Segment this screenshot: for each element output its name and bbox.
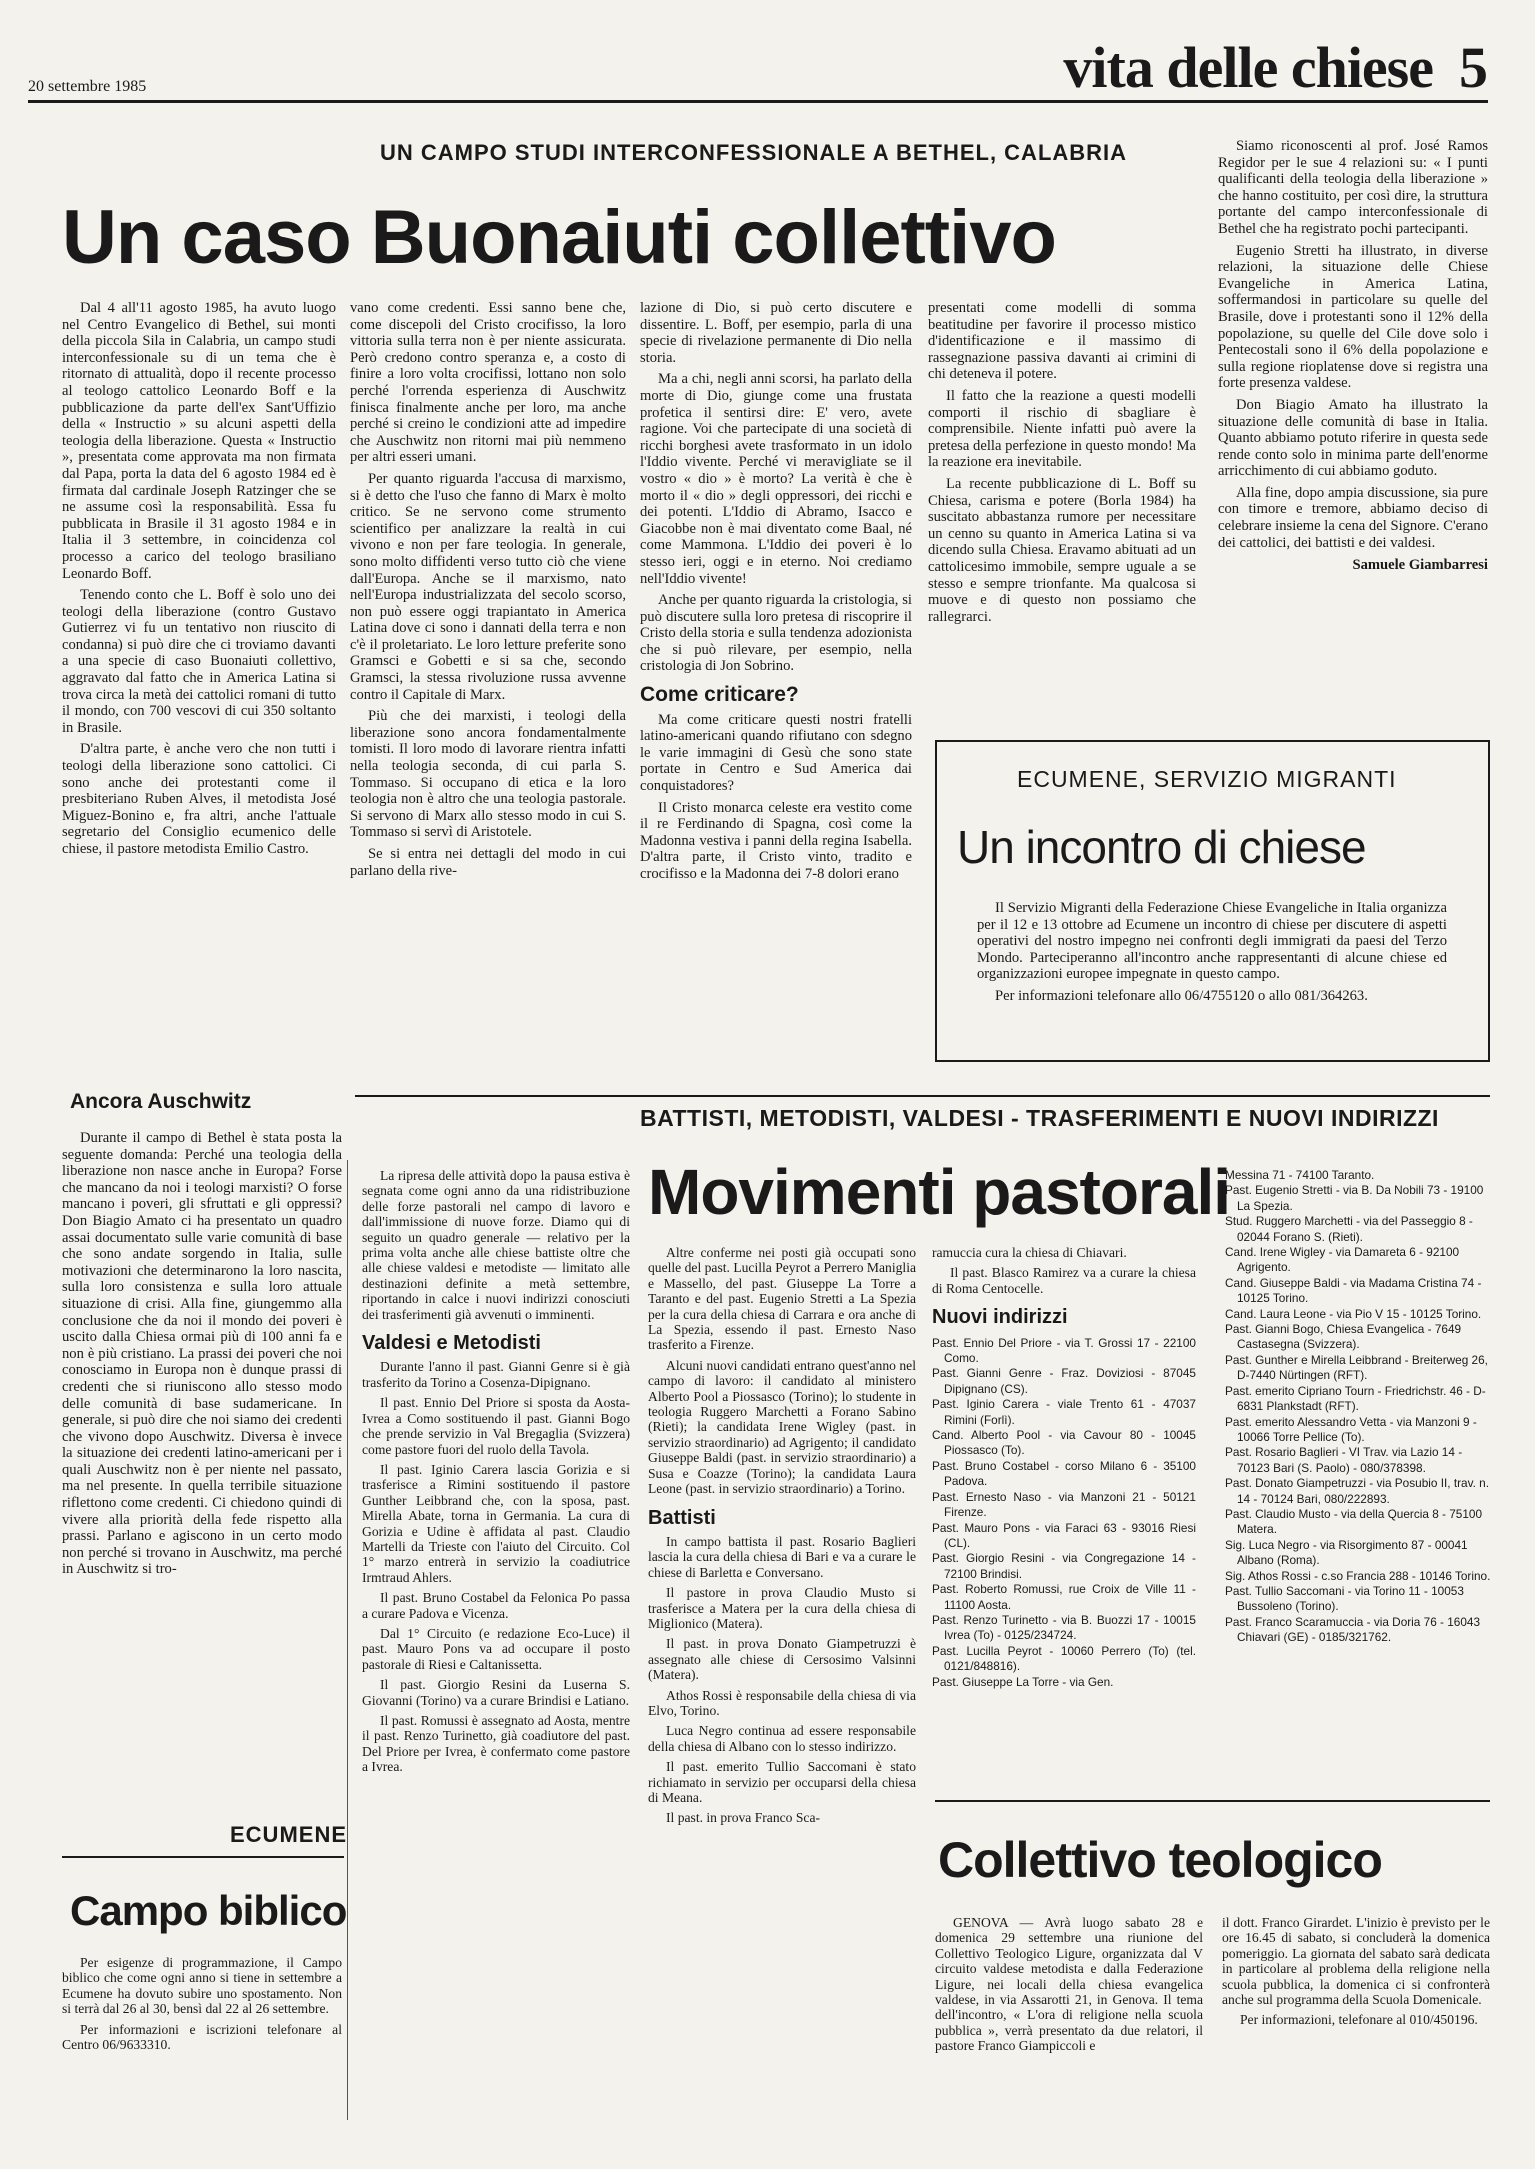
address-entry: Past. Tullio Saccomani - via Torino 11 - 10053 Bussoleno (Torino). (1225, 1583, 1464, 1614)
paragraph: GENOVA — Avrà luogo sabato 28 e domenica 29 settembre una riunione del Collettivo Teologico Ligure, organizzata dal V circuito valdese metodista e dalla Federazione Ligure, nei locali della chiesa evangelica valdese, in via Assarotti 21, in Genova. Il tema dell'incontro, « L'ora di religione nella scuola pubblica », verrà presentato da due relatori, il pastore Franco Giampiccoli e (935, 1915, 1203, 2054)
paragraph: Il past. Giorgio Resini da Luserna S. Giovanni (Torino) va a curare Brindisi e Latiano. (362, 1677, 630, 1708)
paragraph: D'altra parte, è anche vero che non tutti i teologi della liberazione sono cattolici. Ci sono anche dei protestanti come il presbiteriano Ruben Alves, il metodista José Miguez-Bonino e, fra altri, anche l'attuale segretario del Consiglio ecumenico delle chiese, il pastore metodista Emilio Castro. (62, 741, 336, 857)
address-entry: Past. Eugenio Stretti - via B. Da Nobili 73 - 19100 La Spezia. (1225, 1183, 1484, 1213)
ecumene-title: Campo biblico (70, 1887, 347, 1934)
paragraph: Per informazioni e iscrizioni telefonare al Centro 06/9633310. (62, 2021, 342, 2053)
paragraph: vano come credenti. Essi sanno bene che, come discepoli del Cristo crocifisso, la loro vittoria sulla terra non è per niente assicurata. Però credono contro speranza e, a costo di finire a loro volta crocifissi, lottano non solo perché l'orrenda esperienza di Auschwitz finisca finalmente anche per loro, ma anche perché si creino le condizioni atte ad impedire che Auschwitz non ritorni mai più nemmeno per altri esseri umani. (350, 300, 626, 466)
migranti-box (935, 740, 1490, 1062)
movimenti-col2 (648, 1245, 916, 1826)
address-entry: Past. Giorgio Resini - via Congregazione 14 - 72100 Brindisi. (932, 1551, 1196, 1581)
paragraph: Per informazioni, telefonare al 010/450196. (1240, 2012, 1478, 2028)
colletivo-col2 (1222, 1915, 1490, 2028)
address-entry: Past. emerito Alessandro Vetta - via Manzoni 9 - 10066 Torre Pellice (To). (1225, 1414, 1477, 1444)
column-divider (347, 1160, 348, 2120)
paragraph: Il past. in prova Donato Giampetruzzi è assegnato alle chiese di Cersosimo Valsinni (Matera). (648, 1636, 916, 1683)
header-rule (28, 100, 1488, 103)
address-entry: Messina 71 - 74100 Taranto. (1225, 1168, 1375, 1182)
address-list-1 (932, 1336, 1196, 1690)
address-entry: Past. Mauro Pons - via Faraci 63 - 93016 Riesi (CL). (932, 1520, 1196, 1550)
auschwitz-subhead: Ancora Auschwitz (70, 1090, 252, 1113)
colletivo-rule (935, 1800, 1490, 1802)
address-entry: Sig. Athos Rossi - c.so Francia 288 - 10146 Torino. (1225, 1568, 1491, 1583)
migranti-title: Un incontro di chiese (957, 821, 1366, 873)
paragraph: Il pastore in prova Claudio Musto si trasferisce a Matera per la cura della chiesa di Miglionico (Matera). (648, 1585, 916, 1631)
article1-col5 (1218, 138, 1488, 574)
section-title (1063, 34, 1487, 101)
paragraph: Se si entra nei dettagli del modo in cui parlano della rive- (350, 846, 626, 879)
paragraph: La recente pubblicazione di L. Boff su Chiesa, carisma e potere (Borla 1984) ha suscitato abbastanza rumore per necessitare un cenno su quanto in America Latina si va dicendo sulla Chiesa. Eravamo abituati ad un cattolicesimo immobile, sempre uguale a se stesso e sempre trionfante. Ma qualcosa si muove e di questo non possiamo che rallegrarci. (928, 475, 1196, 625)
address-entry: Past. Bruno Costabel - corso Milano 6 - 35100 Padova. (932, 1458, 1196, 1489)
paragraph: ramuccia cura la chiesa di Chiavari. (932, 1245, 1127, 1260)
movimenti-col3 (932, 1245, 1196, 1690)
address-entry: Past. Iginio Carera - viale Trento 61 - 47037 Rimini (Forlì). (932, 1397, 1196, 1427)
movimenti-col1 (362, 1168, 630, 1775)
paragraph: Più che dei marxisti, i teologi della liberazione sono ancora fondamentalmente tomisti. Il loro modo di lavorare rientra infatti nella teologia seconda, di cui parla S. Tommaso. Si occupano di etica e la loro teologia non è altro che una teologia pastorale. Si servono di Marx allo stesso modo in cui S. Tommaso si servì di Aristotele. (350, 708, 626, 841)
address-entry: Past. Franco Scaramuccia - via Doria 76 - 16043 Chiavari (GE) - 0185/321762. (1225, 1614, 1481, 1645)
colletivo-title: Collettivo teologico (938, 1832, 1382, 1888)
paragraph: Il past. Ennio Del Priore si sposta da Aosta-Ivrea a Como sostituendo il past. Gianni Bogo che prende servizio in Val Bregaglia (Svizzera) come pastore fuori del ruolo della Tavola. (362, 1395, 630, 1457)
paragraph: Il fatto che la reazione a questi modelli comporti il rischio di sbagliare è comprensibile. Niente infatti può avere la pretesa della perfezione in questo mondo! Ma la reazione era inevitabile. (928, 387, 1196, 471)
article1-col2 (350, 300, 626, 879)
paragraph: Il past. in prova Franco Sca- (666, 1810, 821, 1826)
paragraph: lazione di Dio, si può certo discutere e dissentire. L. Boff, per esempio, parla di una specie di rivelazione permanente di Dio nella storia. (640, 300, 912, 366)
article1-col4 (928, 300, 1196, 625)
address-entry: Cand. Alberto Pool - via Cavour 80 - 10045 Piossasco (To). (932, 1428, 1196, 1458)
article1-col3 (640, 300, 912, 883)
paragraph: Alcuni nuovi candidati entrano quest'anno nel campo di lavoro: il candidato al ministero Alberto Pool a Piossasco (Torino); lo studente in teologia Ruggero Marchetti a Forano Sabino (Rieti); la candidata Irene Wigley (past. in servizio straordinario) ad Agrigento; il candidato Giuseppe Baldi (past. in servizio straordinario) a Susa e Coazze (Torino); la candidata Laura Leone (past. in servizio straordinario) a Torino. (648, 1357, 916, 1497)
paragraph: Il Cristo monarca celeste era vestito come il re Ferdinando di Spagna, così come la Madonna vestiva i panni della regina Isabella. D'altra parte, il Cristo vinto, tradito e crocifisso e la Madonna dei 7-8 dolori erano (640, 799, 912, 882)
paragraph: Dal 4 all'11 agosto 1985, ha avuto luogo nel Centro Evangelico di Bethel, sui monti della piccola Sila in Calabria, un campo studi interconfessionale su di un tema che è ritornato di attualità, dopo il recente processo al teologo cattolico Leonardo Boff e la pubblicazione da parte dell'ex Sant'Uffizio della « Instructio » su alcuni aspetti della teologia della liberazione. Questa « Instructio », presentata come approvata ma non firmata dal Papa, porta la data del 6 agosto 1984 ed è firmata dal cardinale Joseph Ratzinger che se ne assume così la responsabilità. Essa fu pubblicata in Brasile il 31 agosto 1984 e in Italia il 3 settembre, in coincidenza col processo a carico del teologo brasiliano Leonardo Boff. (62, 300, 336, 582)
address-entry: Past. Rosario Baglieri - VI Trav. via Lazio 14 - 70123 Bari (S. Paolo) - 080/378398. (1225, 1445, 1463, 1475)
address-entry: Past. Claudio Musto - via della Quercia 8 - 75100 Matera. (1225, 1506, 1483, 1537)
paragraph: Il Servizio Migranti della Federazione Chiese Evangeliche in Italia organizza per il 12 e 13 ottobre ad Ecumene un incontro di chiese per discutere di aspetti operativi del nostro impegno nei confronti degli immigrati da paesi del Terzo Mondo. Parteciperanno all'incontro anche rappresentanti di alcune chiese ed organizzazioni europee impegnate in questo campo. (977, 900, 1447, 983)
paragraph: Don Biagio Amato ha illustrato la situazione delle comunità di base in Italia. Quanto abbiamo potuto riferire in questa sede rende conto solo in minima parte dell'enorme arricchimento di cui abbiamo goduto. (1218, 396, 1488, 480)
colletivo-col1 (935, 1915, 1203, 2054)
migranti-text (977, 900, 1447, 1005)
ecumene-text (62, 1955, 342, 2052)
paragraph: Ma come criticare questi nostri fratelli latino-americani quando rifiutano con sdegno le varie immagini di Gesù che sono state portate in Centro e Sud America dai conquistadores? (640, 711, 912, 795)
address-entry: Cand. Giuseppe Baldi - via Madama Cristina 74 - 10125 Torino. (1225, 1275, 1482, 1306)
paragraph: Dal 1° Circuito (e redazione Eco-Luce) il past. Mauro Pons va ad occupare il posto pastorale di Riesi e Caltanissetta. (362, 1625, 630, 1672)
section-name: vita delle chiese (1063, 35, 1433, 100)
paragraph: Durante il campo di Bethel è stata posta la seguente domanda: Perché una teologia della liberazione non nasce anche in Europa? Forse che mancano da noi i teologi marxisti? O forse mancano i poveri, gli sfruttati e gli oppressi? Don Biagio Amato ci ha presentato un quadro assai documentato sulle varie comunità di base che sono andate sorgendo in Italia, sulle motivazioni che determinarono la loro nascita, sulla loro consistenza e sulla loro attuale situazione di crisi. Alla fine, giungemmo alla conclusione che da noi il mondo dei poveri è uscito dalla Chiesa ormai più di 100 anni fa e non è più cristiano. La prassi dei poveri che noi conosciamo in Europa non è dunque prassi di credenti che si riuniscono allo stesso modo delle comunità di base sudamericane. In generale, si può dire che noi siamo dei credenti che vivono dopo Auschwitz. Diversa è invece la situazione dei credenti latino-americani per i quali Auschwitz non è per niente nel passato, ma nel presente. In quella terribile situazione riflettono come credenti. Ci chiedono quindi di vivere alla priorità della fede rispetto alla prassi. Parlano e agiscono in un certo modo non perché si trovano in Auschwitz, ma perché in Auschwitz si tro- (62, 1130, 342, 1578)
paragraph: Il past. Iginio Carera lascia Gorizia e si trasferisce a Rimini sostituendo il pastore Gunther Leibbrand che, con la sposa, past. Mirella Abate, torna in Germania. La cura di Gorizia e Udine è affidata al past. Claudio Martelli da Trieste con l'aiuto del Circuito. Col 1° marzo entrerà in servizio la coadiutrice Irmtraud Ahlers. (362, 1461, 630, 1585)
address-entry: Cand. Laura Leone - via Pio V 15 - 10125 Torino. (1225, 1306, 1482, 1321)
movimenti-kicker: BATTISTI, METODISTI, VALDESI - TRASFERIMENTI E NUOVI INDIRIZZI (640, 1105, 1439, 1131)
address-entry: Past. Gianni Genre - Fraz. Doviziosi - 87045 Dipignano (CS). (932, 1366, 1196, 1396)
movimenti-title: Movimenti pastorali (648, 1156, 1230, 1228)
address-entry: Past. Ennio Del Priore - via T. Grossi 17 - 22100 Como. (932, 1335, 1196, 1366)
article1-kicker: UN CAMPO STUDI INTERCONFESSIONALE A BETHEL, CALABRIA (380, 140, 1128, 165)
paragraph: Durante l'anno il past. Gianni Genre si è già trasferito da Torino a Cosenza-Dipignano. (362, 1359, 630, 1390)
paragraph: Luca Negro continua ad essere responsabile della chiesa di Albano con lo stesso indirizzo. (648, 1723, 916, 1754)
paragraph: il dott. Franco Girardet. L'inizio è previsto per le ore 16.45 di sabato, si concluderà la domenica pomeriggio. La giornata del sabato sarà dedicata in particolare al problema della religione nella scuola pubblica, la domenica ci si confronterà anche sul programma della Scuola Domenicale. (1222, 1915, 1490, 2008)
battisti-subhead: Battisti (648, 1506, 716, 1529)
ecumene-rule (62, 1856, 344, 1858)
paragraph: Athos Rossi è responsabile della chiesa di via Elvo, Torino. (648, 1687, 916, 1718)
paragraph: Il past. Blasco Ramirez va a curare la chiesa di Roma Centocelle. (932, 1265, 1196, 1296)
address-entry: Past. Giuseppe La Torre - via Gen. (932, 1674, 1114, 1689)
paragraph: presentati come modelli di somma beatitudine per favorire il processo mistico d'identificazione e il massimo di rassegnazione passiva davanti ai crimini di chi deteneva il potere. (928, 300, 1196, 383)
address-entry: Cand. Irene Wigley - via Damareta 6 - 92100 Agrigento. (1225, 1245, 1460, 1275)
valdesi-metodisti-subhead: Valdesi e Metodisti (362, 1332, 541, 1355)
paragraph: Il past. Romussi è assegnato ad Aosta, mentre il past. Renzo Turinetto, già coadiutore del past. Del Priore per Ivrea, è confermato come pastore a Ivrea. (362, 1713, 630, 1775)
address-entry: Past. Ernesto Naso - via Manzoni 21 - 50121 Firenze. (932, 1489, 1196, 1520)
paragraph: Per informazioni telefonare allo 06/4755120 o allo 081/364263. (995, 987, 1368, 1004)
paragraph: Anche per quanto riguarda la cristologia, si può discutere sulla loro pretesa di riscoprire il Cristo della storia e sulla tendenza adozionista che si può rilevare, per esempio, nella cristologia di Jon Sobrino. (640, 592, 912, 675)
address-entry: Sig. Luca Negro - via Risorgimento 87 - 00041 Albano (Roma). (1225, 1537, 1468, 1568)
article1-title: Un caso Buonaiuti collettivo (62, 195, 1056, 280)
migranti-kicker: ECUMENE, SERVIZIO MIGRANTI (1017, 766, 1397, 792)
paragraph: Tenendo conto che L. Boff è solo uno dei teologi della liberazione (contro Gustavo Gutierrez vi fu un tentativo non riuscito di condanna) si può dire che ci troviamo davanti a una specie di caso Buonaiuti collettivo, aggravato dal fatto che in America Latina si trova circa la metà dei cattolici romani di tutto il mondo, con 700 vescovi di cui 350 soltanto in Brasile. (62, 587, 336, 736)
article1-subhead-criticare: Come criticare? (640, 683, 799, 707)
auschwitz-text (62, 1130, 342, 1578)
paragraph: Per esigenze di programmazione, il Campo biblico che come ogni anno si tiene in settembre a Ecumene ha dovuto subire uno spostamento. Non si terrà dal 26 al 30, bensì dal 22 al 26 settembre. (62, 1955, 342, 2017)
address-entry: Past. Lucilla Peyrot - 10060 Perrero (To) (tel. 0121/848816). (932, 1643, 1196, 1674)
address-entry: Past. Donato Giampetruzzi - via Posubio II, trav. n. 14 - 70124 Bari, 080/222893. (1225, 1476, 1490, 1506)
paragraph: Per quanto riguarda l'accusa di marxismo, si è detto che l'uso che fanno di Marx è molto critico. Se ne servono come strumento scientifico per analizzare la realtà in cui vivono e non per fare teologia. In generale, sono molto diffidenti verso tutto ciò che viene dall'Europa. Anche se il marxismo, nato nell'Europa industrializzata del secolo scorso, non può essere oggi trapiantato in America Latina dove ci sono i dannati della terra e non c'è il proletariato. Le loro letture preferite sono Gramsci e Gobetti e si sa che, secondo Gramsci, la stessa rivoluzione russa avvenne contro il Capitale di Marx. (350, 470, 626, 703)
paragraph: Alla fine, dopo ampia discussione, sia pure con timore e tremore, abbiamo deciso di celebrare insieme la cena del Signore. C'erano dei cattolici, dei battisti e dei valdesi. (1218, 484, 1488, 551)
nuovi-indirizzi-subhead: Nuovi indirizzi (932, 1306, 1068, 1329)
address-list-2 (1225, 1168, 1491, 1646)
article1-col1 (62, 300, 336, 858)
paragraph: La ripresa delle attività dopo la pausa estiva è segnata come ogni anno da una ridistribuzione delle forze pastorali nel campo di lavoro e dall'immissione di nuove forze. Diamo qui di seguito un quadro generale — relativo per la prima volta anche alle chiese battiste oltre che alle chiese valdesi e metodiste — limitato alle destinazioni definite a metà settembre, riportando in calce i nuovi indirizzi conosciuti dei trasferimenti già avvenuti o imminenti. (362, 1168, 630, 1322)
paragraph: Il past. Bruno Costabel da Felonica Po passa a curare Padova e Vicenza. (362, 1590, 630, 1621)
paragraph: In campo battista il past. Rosario Baglieri lascia la cura della chiesa di Bari e va a curare le chiese di Barletta e Conversano. (648, 1533, 916, 1580)
paragraph: Ma a chi, negli anni scorsi, ha parlato della morte di Dio, giunge come una frustata profetica il sentirsi dire: E' vero, avete ragione. Voi che partecipate di una società di ricchi borghesi avete trasformato in un idolo l'Iddio vivente. Perché vi meravigliate se il vostro « dio » è morto? La verità è che è morto il « dio » degli oppressori, dei ricchi e dei potenti. L'Iddio di Abramo, Isacco e Giacobbe non è mai diventato come Baal, né come Mammona. L'Iddio dei poveri è lo stesso ieri, oggi e in eterno. Noi crediamo nell'Iddio vivente! (640, 371, 912, 587)
movimenti-rule (355, 1095, 1490, 1097)
address-entry: Past. Roberto Romussi, rue Croix de Ville 11 - 11100 Aosta. (932, 1582, 1196, 1612)
address-entry: Past. Renzo Turinetto - via B. Buozzi 17 - 10015 Ivrea (To) - 0125/234724. (932, 1612, 1196, 1643)
paragraph: Siamo riconoscenti al prof. José Ramos Regidor per le sue 4 relazioni su: « I punti qualificanti della teologia della liberazione » che hanno costituito, per così dire, la struttura portante del campo interconfessionale di Bethel che ha registrato pochi partecipanti. (1218, 138, 1488, 237)
paragraph: Altre conferme nei posti già occupati sono quelle del past. Lucilla Peyrot a Perrero Maniglia e Massello, del past. Giuseppe La Torre a Taranto e del past. Eugenio Stretti a La Spezia per la cura della chiesa di Carrara e ora anche di La Spezia, essendo il past. Ernesto Naso trasferito a Firenze. (648, 1245, 917, 1353)
address-entry: Past. Gianni Bogo, Chiesa Evangelica - 7649 Castasegna (Svizzera). (1225, 1322, 1462, 1352)
paragraph: Il past. emerito Tullio Saccomani è stato richiamato in servizio per occuparsi della chiesa di Meana. (648, 1759, 916, 1805)
paragraph: Eugenio Stretti ha illustrato, in diverse relazioni, la situazione delle Chiese Evangeliche in America Latina, soffermandosi in particolare su quelle del Brasile, dove i protestanti sono il 12% della popolazione, su quelle del Cile dove solo i Pentecostali sono il 6% della popolazione e sulla regione rioplatense dove si registra una forte presenza valdese. (1218, 242, 1488, 392)
article1-signature: Samuele Giambarresi (1352, 557, 1488, 574)
address-entry: Past. emerito Cipriano Tourn - Friedrichstr. 46 - D-6831 Plankstadt (RFT). (1225, 1383, 1486, 1414)
address-entry: Stud. Ruggero Marchetti - via del Passeggio 8 - 02044 Forano S. (Rieti). (1225, 1214, 1473, 1244)
page-number: 5 (1459, 35, 1487, 100)
issue-date: 20 settembre 1985 (28, 78, 147, 95)
address-entry: Past. Gunther e Mirella Leibbrand - Breiterweg 26, D-7440 Nürtingen (RFT). (1225, 1352, 1488, 1383)
ecumene-kicker: ECUMENE (230, 1822, 348, 1847)
